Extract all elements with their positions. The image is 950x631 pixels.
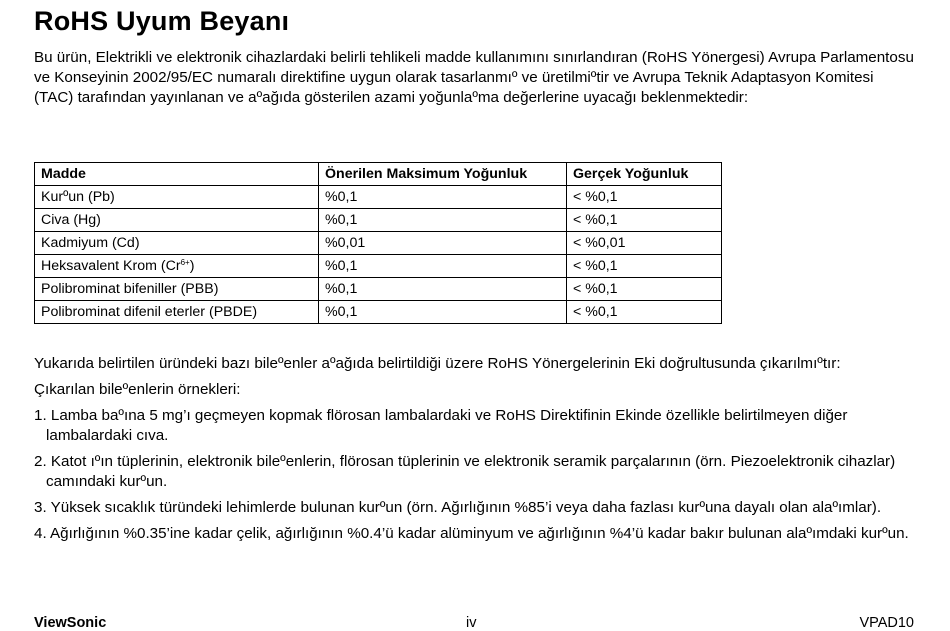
exemptions-section	[34, 354, 914, 550]
table-row	[35, 255, 722, 278]
table-cell: Civa (Hg)	[35, 209, 319, 232]
table-cell: %0,1	[319, 186, 567, 209]
table-row	[35, 278, 722, 301]
table-header-cell: Madde	[35, 163, 319, 186]
table-cell: %0,01	[319, 232, 567, 255]
table-cell: < %0,1	[567, 301, 722, 324]
table-cell: %0,1	[319, 255, 567, 278]
list-item: 4. Ağırlığının %0.35’ine kadar çelik, ağırlığının %0.4’ü kadar alüminyum ve ağırlığının %4’ü kadar bakır bulunan alaºımdaki kurºun.	[34, 525, 909, 542]
chromium-label: Heksavalent Krom (Cr	[41, 258, 181, 274]
table-row	[35, 186, 722, 209]
table-cell: < %0,1	[567, 255, 722, 278]
rohs-table	[34, 162, 722, 324]
examples-list	[34, 406, 914, 544]
footer-model: VPAD10	[859, 615, 914, 631]
table-header-cell: Önerilen Maksimum Yoğunluk	[319, 163, 567, 186]
list-item: 3. Yüksek sıcaklık türündeki lehimlerde bulunan kurºun (örn. Ağırlığının %85’i veya daha fazlası kurºuna dayalı olan alaºımlar).	[34, 499, 882, 516]
table-cell: < %0,1	[567, 278, 722, 301]
table-cell: %0,1	[319, 278, 567, 301]
page-title: RoHS Uyum Beyanı	[34, 6, 290, 36]
table-cell: < %0,1	[567, 209, 722, 232]
table-cell: %0,1	[319, 209, 567, 232]
table-cell: < %0,01	[567, 232, 722, 255]
exemption-note: Yukarıda belirtilen üründeki bazı bileºenler aºağıda belirtildiği üzere RoHS Yönergelerinin Eki doğrultusunda çıkarılmıºtır:	[34, 355, 841, 372]
chromium-suffix: )	[189, 258, 195, 274]
table-cell: < %0,1	[567, 186, 722, 209]
table-cell: Kurºun (Pb)	[35, 186, 319, 209]
table-header-cell: Gerçek Yoğunluk	[567, 163, 722, 186]
table-cell: Polibrominat difenil eterler (PBDE)	[35, 301, 319, 324]
list-item: 1. Lamba baºına 5 mg’ı geçmeyen kopmak flörosan lambalardaki ve RoHS Direktifinin Ekinde özellikle belirtilmeyen diğer lambalardaki cıva.	[34, 407, 848, 444]
table-cell: Kadmiyum (Cd)	[35, 232, 319, 255]
table-header-row	[35, 163, 722, 186]
table-cell: %0,1	[319, 301, 567, 324]
intro-paragraph: Bu ürün, Elektrikli ve elektronik cihazlardaki belirli tehlikeli madde kullanımını sınırlandıran (RoHS Yönergesi) Avrupa Parlamentosu ve Konseyinin 2002/95/EC numaralı direktifine uygun olarak tasarlanmıº ve üretilmiºtir ve Avrupa Teknik Adaptasyon Komitesi (TAC) tarafından yayınlanan ve aºağıda gösterilen azami yoğunlaºma değerlerine uyacağı beklenmektedir:	[34, 49, 914, 106]
table-cell: Polibrominat bifeniller (PBB)	[35, 278, 319, 301]
examples-heading: Çıkarılan bileºenlerin örnekleri:	[34, 381, 241, 398]
table-row	[35, 209, 722, 232]
table-row	[35, 301, 722, 324]
table-row	[35, 232, 722, 255]
list-item: 2. Katot ıºın tüplerinin, elektronik bileºenlerin, flörosan tüplerinin ve elektronik seramik parçalarının (örn. Piezoelektronik cihazlar) camındaki kurºun.	[34, 453, 896, 490]
chromium-superscript: 6+	[180, 258, 190, 267]
footer-brand: ViewSonic	[34, 615, 107, 631]
footer-page-number: iv	[466, 615, 477, 631]
page-footer	[34, 615, 914, 631]
table-cell	[35, 255, 319, 278]
